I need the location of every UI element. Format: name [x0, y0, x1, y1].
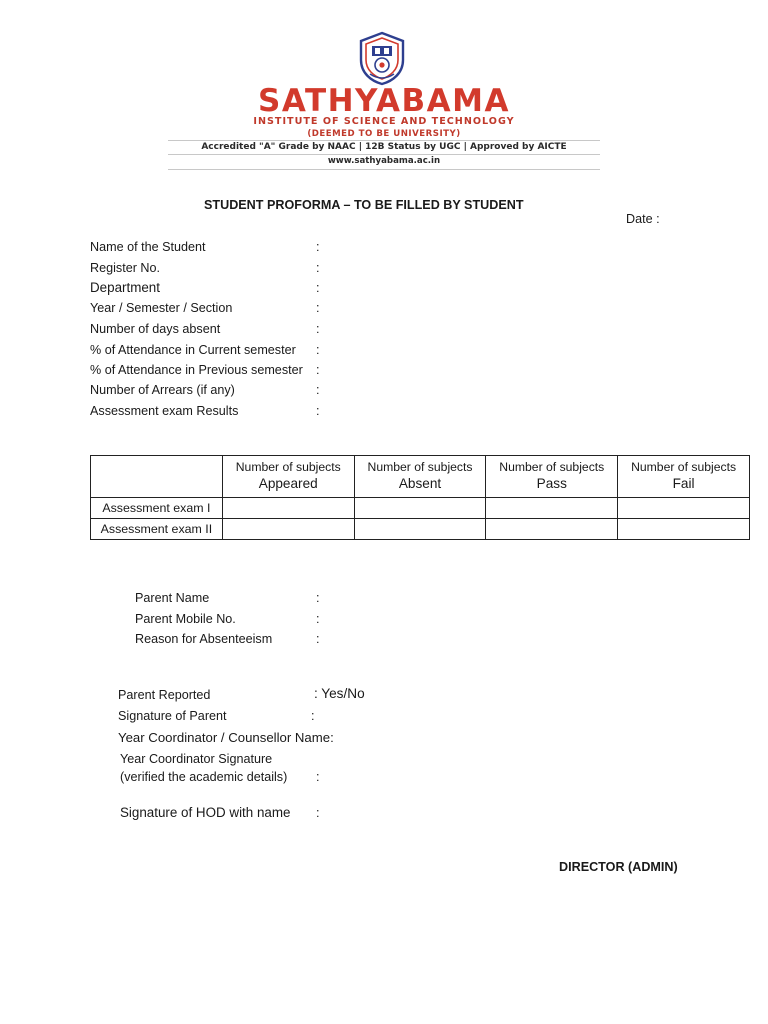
- header-fail-line1: Number of subjects: [631, 460, 737, 474]
- header-appeared-line1: Number of subjects: [235, 460, 341, 474]
- director-admin-signoff: DIRECTOR (ADMIN): [559, 860, 678, 874]
- cell-exam2-fail[interactable]: [618, 519, 750, 540]
- parent-signature-label: Signature of Parent: [118, 709, 227, 723]
- header-absent-line2: Absent: [398, 476, 442, 491]
- hod-signature-field[interactable]: :: [316, 806, 320, 820]
- attendance-current-field[interactable]: :: [316, 343, 320, 357]
- register-no-field[interactable]: :: [316, 261, 320, 275]
- cell-exam2-appeared[interactable]: [222, 519, 354, 540]
- parent-name-field[interactable]: :: [316, 591, 320, 605]
- cell-exam2-absent[interactable]: [354, 519, 486, 540]
- days-absent-label: Number of days absent: [90, 322, 221, 336]
- header-fail-line2: Fail: [672, 476, 695, 491]
- year-semester-section-label: Year / Semester / Section: [90, 301, 233, 315]
- cell-exam2-pass[interactable]: [486, 519, 618, 540]
- form-title: STUDENT PROFORMA – TO BE FILLED BY STUDENT: [204, 198, 524, 212]
- parent-name-label: Parent Name: [135, 591, 210, 605]
- coordinator-signature-label: Year Coordinator Signature: [120, 752, 273, 766]
- institute-subtitle: INSTITUTE OF SCIENCE AND TECHNOLOGY: [253, 116, 515, 127]
- cell-exam1-fail[interactable]: [618, 498, 750, 519]
- deemed-university-tag: (DEEMED TO BE UNIVERSITY): [307, 129, 461, 139]
- header-pass: [486, 456, 618, 498]
- cell-exam1-appeared[interactable]: [222, 498, 354, 519]
- coordinator-signature-note: (verified the academic details): [120, 770, 288, 784]
- table-row: [91, 519, 750, 540]
- register-no-label: Register No.: [90, 261, 160, 275]
- header-fail: [618, 456, 750, 498]
- header-appeared: [222, 456, 354, 498]
- parent-reported-value[interactable]: : Yes/No: [314, 686, 365, 701]
- coordinator-signature-field[interactable]: :: [316, 770, 320, 784]
- days-absent-field[interactable]: :: [316, 322, 320, 336]
- arrears-label: Number of Arrears (if any): [90, 383, 235, 397]
- parent-mobile-field[interactable]: :: [316, 612, 320, 626]
- absenteeism-reason-label: Reason for Absenteeism: [135, 632, 273, 646]
- department-label: Department: [90, 280, 160, 295]
- header-divider-bottom: [168, 169, 600, 170]
- student-name-field[interactable]: :: [316, 240, 320, 254]
- date-field[interactable]: Date :: [626, 212, 660, 226]
- parent-mobile-label: Parent Mobile No.: [135, 612, 236, 626]
- cell-exam1-pass[interactable]: [486, 498, 618, 519]
- cell-exam1-absent[interactable]: [354, 498, 486, 519]
- parent-signature-field[interactable]: :: [311, 709, 315, 723]
- row-label-exam-2: Assessment exam II: [91, 519, 223, 540]
- header-pass-line2: Pass: [536, 476, 567, 491]
- university-name: SATHYABAMA: [258, 83, 510, 119]
- header-absent: [354, 456, 486, 498]
- header-appeared-line2: Appeared: [258, 476, 318, 491]
- table-header-row: [91, 456, 750, 498]
- absenteeism-reason-field[interactable]: :: [316, 632, 320, 646]
- department-field[interactable]: :: [316, 281, 320, 295]
- parent-reported-label: Parent Reported: [118, 688, 211, 702]
- website-url: www.sathyabama.ac.in: [327, 156, 441, 166]
- coordinator-name-label[interactable]: Year Coordinator / Counsellor Name:: [118, 730, 334, 745]
- student-name-label: Name of the Student: [90, 240, 206, 254]
- header-pass-line1: Number of subjects: [499, 460, 605, 474]
- assessment-results-label: Assessment exam Results: [90, 404, 239, 418]
- attendance-previous-field[interactable]: :: [316, 363, 320, 377]
- university-emblem-icon: [356, 30, 408, 86]
- assessment-results-table: [90, 455, 750, 540]
- attendance-previous-label: % of Attendance in Previous semester: [90, 363, 303, 377]
- arrears-field[interactable]: :: [316, 383, 320, 397]
- hod-signature-label: Signature of HOD with name: [120, 805, 291, 820]
- table-corner-cell: [91, 456, 223, 498]
- header-divider-middle: [168, 154, 600, 155]
- row-label-exam-1: Assessment exam I: [91, 498, 223, 519]
- assessment-results-field[interactable]: :: [316, 404, 320, 418]
- year-semester-section-field[interactable]: :: [316, 301, 320, 315]
- accreditation-line: Accredited "A" Grade by NAAC | 12B Status by UGC | Approved by AICTE: [201, 142, 567, 152]
- table-row: [91, 498, 750, 519]
- header-absent-line1: Number of subjects: [367, 460, 473, 474]
- attendance-current-label: % of Attendance in Current semester: [90, 343, 296, 357]
